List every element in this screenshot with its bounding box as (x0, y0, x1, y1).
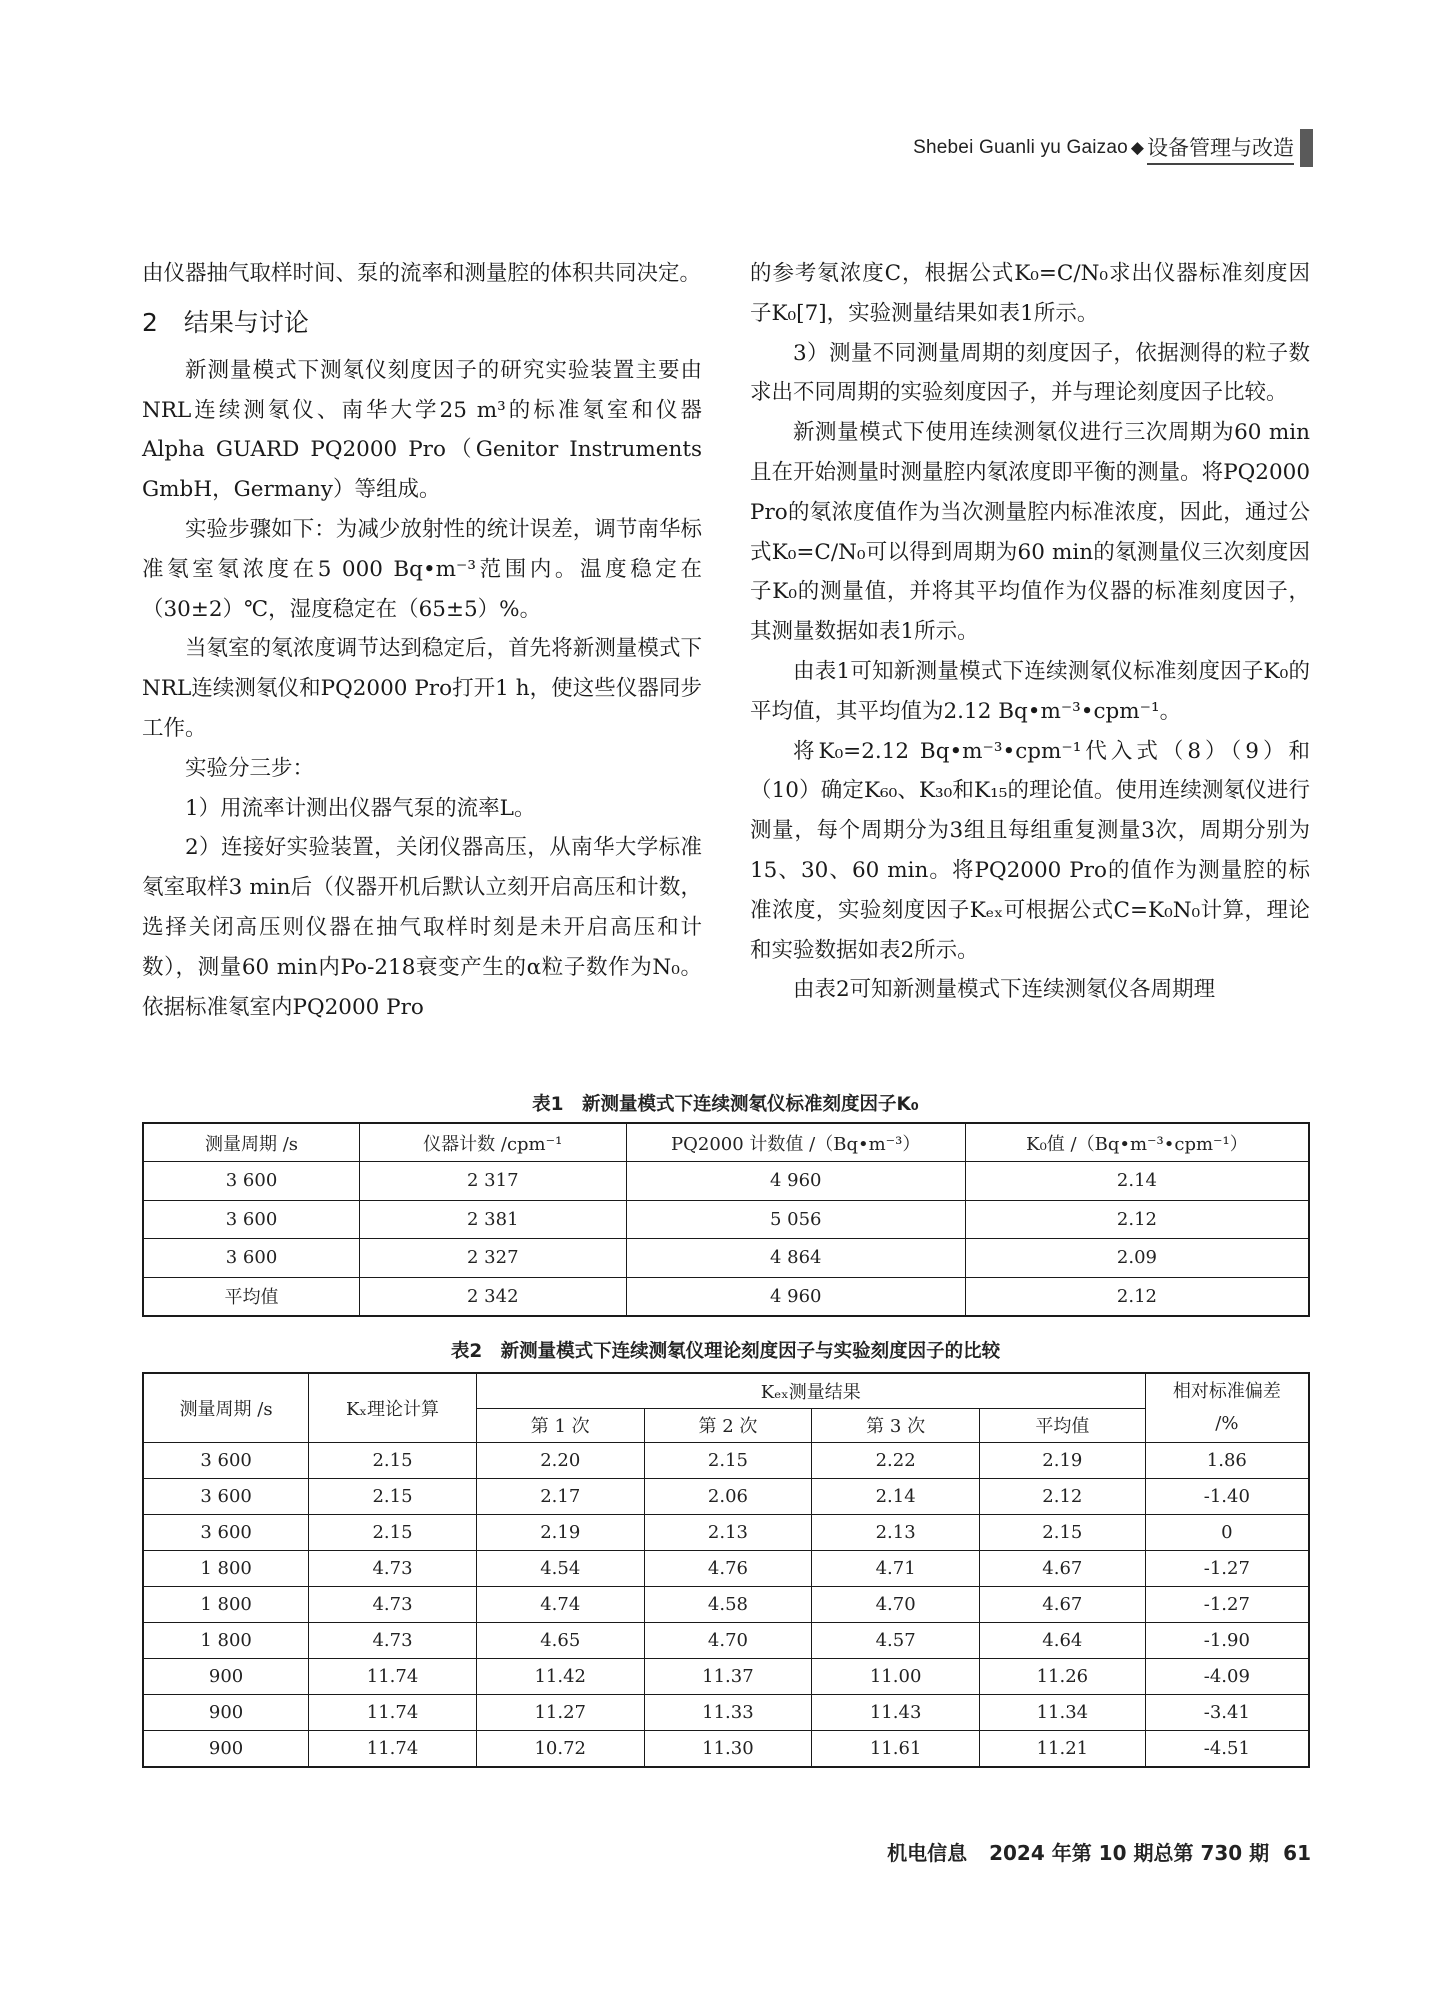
table-cell: 2.12 (965, 1277, 1309, 1316)
table-cell: 900 (143, 1695, 309, 1731)
column-subheader: 第 1 次 (476, 1408, 644, 1442)
table-cell: 11.30 (644, 1731, 812, 1767)
table-row (143, 1514, 1309, 1550)
paragraph: 当氡室的氡浓度调节达到稳定后，首先将新测量模式下NRL连续测氡仪和PQ2000 Pro打开1 h，使这些仪器同步工作。 (142, 636, 702, 741)
table-cell: 2.13 (812, 1514, 980, 1550)
table-row (143, 1550, 1309, 1586)
footer-journal: 机电信息 (887, 1841, 968, 1865)
table-cell: 2.19 (476, 1514, 644, 1550)
table-cell: 2.14 (965, 1162, 1309, 1201)
table-cell: 1 800 (143, 1586, 309, 1622)
table-row (143, 1478, 1309, 1514)
table-header-row (143, 1373, 1309, 1408)
table-header-row (143, 1123, 1309, 1162)
column-subheader: 平均值 (979, 1408, 1145, 1442)
table-cell: 4.57 (812, 1622, 980, 1658)
table-cell: 5 056 (626, 1200, 965, 1239)
table-cell: 4.76 (644, 1550, 812, 1586)
table-cell: 2.15 (644, 1442, 812, 1478)
table-row (143, 1695, 1309, 1731)
table-cell: 2.19 (979, 1442, 1145, 1478)
paragraph: 由仪器抽气取样时间、泵的流率和测量腔的体积共同决定。 (142, 261, 702, 286)
column-header: 仪器计数 /cpm⁻¹ (360, 1123, 626, 1162)
column-group-header: Kₑₓ测量结果 (476, 1373, 1145, 1408)
table-cell: 4.65 (476, 1622, 644, 1658)
column-header: K₀值 /（Bq•m⁻³•cpm⁻¹） (965, 1123, 1309, 1162)
table-cell: 11.74 (309, 1731, 477, 1767)
table-cell: 2.12 (965, 1200, 1309, 1239)
table-cell: 1 800 (143, 1550, 309, 1586)
table-cell: 4.67 (979, 1586, 1145, 1622)
table-cell: 11.00 (812, 1659, 980, 1695)
table-cell: 11.33 (644, 1695, 812, 1731)
table-cell: -1.40 (1145, 1478, 1309, 1514)
table-cell: -4.51 (1145, 1731, 1309, 1767)
table-cell: 4 960 (626, 1277, 965, 1316)
table-cell: 3 600 (143, 1162, 360, 1201)
table-cell: 2 317 (360, 1162, 626, 1201)
table-cell: 4.71 (812, 1550, 980, 1586)
paragraph: 实验步骤如下：为减少放射性的统计误差，调节南华标准氡室氡浓度在5 000 Bq•m⁻³范围内。温度稳定在（30±2）℃，湿度稳定在（65±5）%。 (142, 516, 702, 622)
table2 (142, 1372, 1310, 1768)
table-cell: 3 600 (143, 1442, 309, 1478)
table-cell: 2.14 (812, 1478, 980, 1514)
paragraph: 1）用流率计测出仪器气泵的流率L。 (185, 795, 536, 821)
table-cell: 4.74 (476, 1586, 644, 1622)
diamond-icon: ◆ (1130, 138, 1144, 157)
table-cell: 3 600 (143, 1200, 360, 1239)
table-cell: 11.37 (644, 1659, 812, 1695)
table-cell: 3 600 (143, 1514, 309, 1550)
column-subheader: 第 2 次 (644, 1408, 812, 1442)
page-footer (887, 1837, 1311, 1866)
left-column (142, 254, 702, 1027)
paragraph: 将K₀=2.12 Bq•m⁻³•cpm⁻¹代入式（8）（9）和（10）确定K₆₀、K₃₀和K₁₅的理论值。使用连续测氡仪进行测量，每个周期分为3组且每组重复测量3次，周期分别为15、30、60 min。将PQ2000 Pro的值作为测量腔的标准浓度，实验刻度因子Kₑₓ可根据公式C=K₀N₀计算，理论和实验数据如表2所示。 (750, 738, 1310, 963)
column-header: 相对标准偏差 /% (1145, 1373, 1309, 1442)
table-cell: 4.58 (644, 1586, 812, 1622)
table-cell: 900 (143, 1659, 309, 1695)
section-heading (142, 303, 702, 343)
table-cell: 4.70 (812, 1586, 980, 1622)
table-cell: 900 (143, 1731, 309, 1767)
table1-caption: 表1 新测量模式下连续测氡仪标准刻度因子K₀ (532, 1094, 919, 1115)
table-cell: 2.22 (812, 1442, 980, 1478)
table-cell: 10.72 (476, 1731, 644, 1767)
column-header: 测量周期 /s (143, 1373, 309, 1442)
paragraph: 新测量模式下测氡仪刻度因子的研究实验装置主要由NRL连续测氡仪、南华大学25 m³的标准氡室和仪器Alpha GUARD PQ2000 Pro（Genitor Instruments GmbH，Germany）等组成。 (142, 357, 702, 503)
table-row (143, 1239, 1309, 1278)
footer-issue: 2024 年第 10 期总第 730 期 (989, 1841, 1270, 1865)
table-cell: 平均值 (143, 1277, 360, 1316)
table-cell: -3.41 (1145, 1695, 1309, 1731)
table-cell: 4.64 (979, 1622, 1145, 1658)
table-row (143, 1162, 1309, 1201)
running-head (913, 130, 1313, 166)
table-cell: -1.27 (1145, 1550, 1309, 1586)
table-cell: 2.09 (965, 1239, 1309, 1278)
table-cell: 11.26 (979, 1659, 1145, 1695)
table-cell: 1.86 (1145, 1442, 1309, 1478)
section-number: 2 (142, 307, 158, 337)
table-cell: 4.73 (309, 1622, 477, 1658)
table-row (143, 1200, 1309, 1239)
table-cell: 3 600 (143, 1239, 360, 1278)
table-cell: 2.15 (979, 1514, 1145, 1550)
table-cell: 11.74 (309, 1659, 477, 1695)
table-cell: 11.34 (979, 1695, 1145, 1731)
table-cell: 4 864 (626, 1239, 965, 1278)
table-cell: -1.90 (1145, 1622, 1309, 1658)
table-cell: 2.15 (309, 1514, 477, 1550)
table-cell: 4.73 (309, 1550, 477, 1586)
table-cell: 4.67 (979, 1550, 1145, 1586)
section-title: 结果与讨论 (183, 307, 309, 337)
table-row (143, 1442, 1309, 1478)
table-cell: 2.12 (979, 1478, 1145, 1514)
table-cell: 2.06 (644, 1478, 812, 1514)
paragraph: 实验分三步： (185, 755, 315, 781)
paragraph: 新测量模式下使用连续测氡仪进行三次周期为60 min且在开始测量时测量腔内氡浓度即平衡的测量。将PQ2000 Pro的氡浓度值作为当次测量腔内标准浓度，因此，通过公式K₀=C/N₀可以得到周期为60 min的氡测量仪三次刻度因子K₀的测量值，并将其平均值作为仪器的标准刻度因子，其测量数据如表1所示。 (750, 420, 1310, 645)
right-column (750, 254, 1310, 1010)
table-cell: 2.17 (476, 1478, 644, 1514)
table-cell: 3 600 (143, 1478, 309, 1514)
table-cell: 4 960 (626, 1162, 965, 1201)
table-cell: 11.42 (476, 1659, 644, 1695)
table-cell: 2 342 (360, 1277, 626, 1316)
table-cell: 11.43 (812, 1695, 980, 1731)
header-bar-decoration (1300, 129, 1313, 167)
table-cell: 2.13 (644, 1514, 812, 1550)
page-number: 61 (1283, 1841, 1311, 1865)
table-cell: -1.27 (1145, 1586, 1309, 1622)
table-cell: 0 (1145, 1514, 1309, 1550)
paragraph: 由表1可知新测量模式下连续测氡仪标准刻度因子K₀的平均值，其平均值为2.12 Bq•m⁻³•cpm⁻¹。 (750, 658, 1310, 724)
paragraph: 3）测量不同测量周期的刻度因子，依据测得的粒子数求出不同周期的实验刻度因子，并与理论刻度因子比较。 (750, 340, 1310, 406)
table-cell: 2.15 (309, 1478, 477, 1514)
table-row (143, 1731, 1309, 1767)
column-header: Kₓ理论计算 (309, 1373, 477, 1442)
table-cell: 11.21 (979, 1731, 1145, 1767)
paragraph: 的参考氡浓度C，根据公式K₀=C/N₀求出仪器标准刻度因子K₀[7]，实验测量结果如表1所示。 (750, 261, 1310, 326)
table-cell: 4.54 (476, 1550, 644, 1586)
table-cell: 4.70 (644, 1622, 812, 1658)
table2-caption: 表2 新测量模式下连续测氡仪理论刻度因子与实验刻度因子的比较 (450, 1341, 1001, 1362)
table-cell: 4.73 (309, 1586, 477, 1622)
table-cell: 2.15 (309, 1442, 477, 1478)
journal-section-cn: 设备管理与改造 (1147, 132, 1294, 165)
paragraph: 由表2可知新测量模式下连续测氡仪各周期理 (793, 977, 1216, 1003)
table-cell: -4.09 (1145, 1659, 1309, 1695)
column-subheader: 第 3 次 (812, 1408, 980, 1442)
column-header: PQ2000 计数值 /（Bq•m⁻³） (626, 1123, 965, 1162)
table-row (143, 1586, 1309, 1622)
table-cell: 2 381 (360, 1200, 626, 1239)
column-header: 测量周期 /s (143, 1123, 360, 1162)
table-cell: 11.27 (476, 1695, 644, 1731)
journal-name-en: Shebei Guanli yu Gaizao (913, 137, 1128, 158)
paragraph: 2）连接好实验装置，关闭仪器高压，从南华大学标准氡室取样3 min后（仪器开机后默认立刻开启高压和计数，选择关闭高压则仪器在抽气取样时刻是未开启高压和计数），测量60 min内Po-218衰变产生的α粒子数作为N₀。依据标准氡室内PQ2000 Pro (142, 835, 702, 1020)
table-cell: 2 327 (360, 1239, 626, 1278)
table2-body (143, 1442, 1309, 1767)
table-cell: 11.74 (309, 1695, 477, 1731)
table-row (143, 1659, 1309, 1695)
table1 (142, 1122, 1310, 1317)
table-cell: 11.61 (812, 1731, 980, 1767)
table-cell: 1 800 (143, 1622, 309, 1658)
table-row (143, 1622, 1309, 1658)
table-row (143, 1277, 1309, 1316)
table-cell: 2.20 (476, 1442, 644, 1478)
